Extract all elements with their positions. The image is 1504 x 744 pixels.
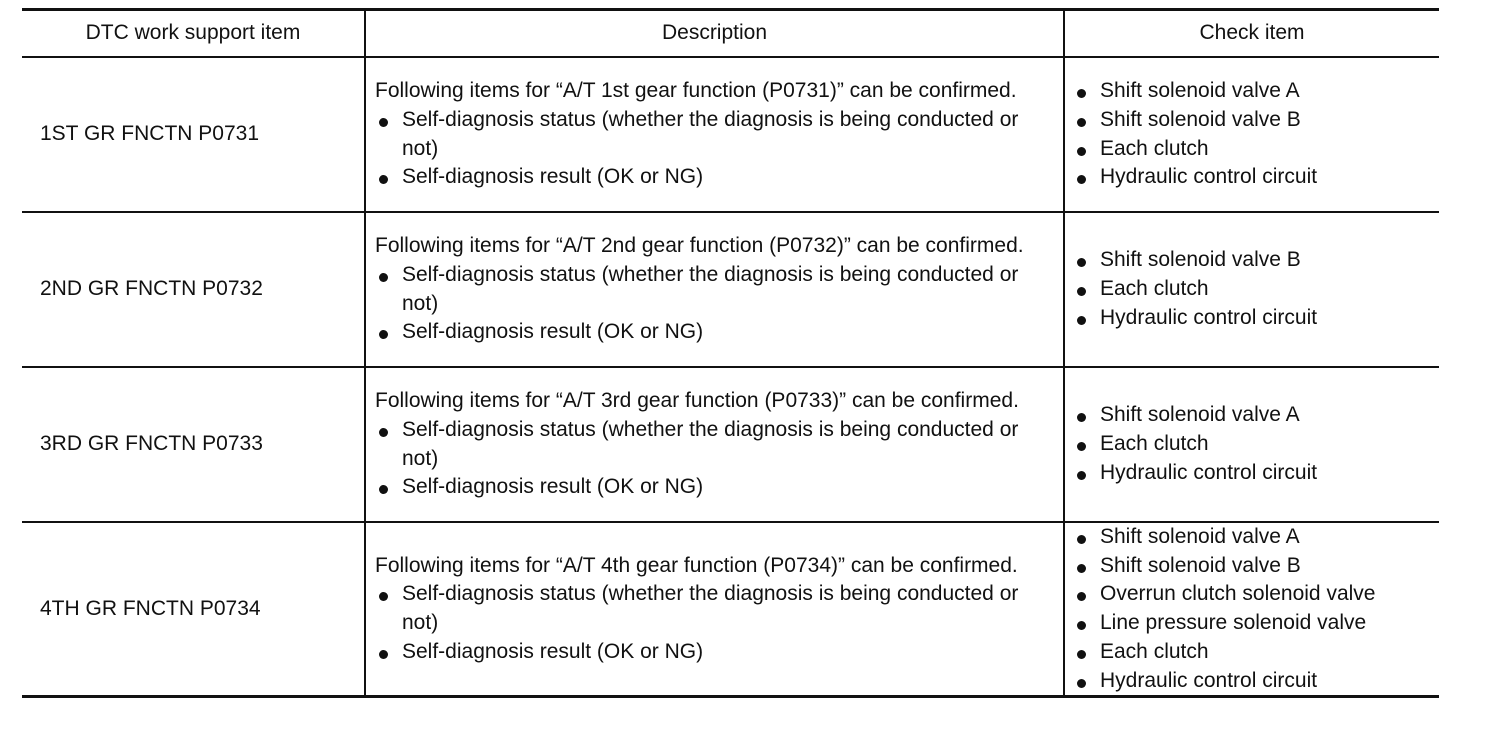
description-bullet: Self-diagnosis status (whether the diagnosis is being conducted or not) xyxy=(375,261,1041,318)
check-item: Shift solenoid valve A xyxy=(1073,77,1431,106)
dtc-item-cell: 2ND GR FNCTN P0732 xyxy=(22,212,365,367)
check-item: Shift solenoid valve A xyxy=(1073,401,1431,430)
check-item-list xyxy=(1073,77,1431,192)
check-item: Each clutch xyxy=(1073,135,1431,164)
dtc-item-cell: 3RD GR FNCTN P0733 xyxy=(22,367,365,522)
header-dtc-work-support-item: DTC work support item xyxy=(22,10,365,58)
check-item: Each clutch xyxy=(1073,275,1431,304)
description-bullet: Self-diagnosis result (OK or NG) xyxy=(375,163,1041,192)
check-item-list xyxy=(1073,401,1431,487)
check-item: Hydraulic control circuit xyxy=(1073,459,1431,488)
table-row xyxy=(22,212,1439,367)
check-item: Line pressure solenoid valve xyxy=(1073,609,1431,638)
check-item: Shift solenoid valve A xyxy=(1073,523,1431,552)
check-item-cell xyxy=(1064,57,1439,212)
description-bullet: Self-diagnosis result (OK or NG) xyxy=(375,473,1041,502)
check-item: Shift solenoid valve B xyxy=(1073,106,1431,135)
table-row xyxy=(22,367,1439,522)
description-bullet: Self-diagnosis result (OK or NG) xyxy=(375,638,1041,667)
header-description: Description xyxy=(365,10,1064,58)
table-row xyxy=(22,57,1439,212)
header-row xyxy=(22,10,1439,58)
header-check-item: Check item xyxy=(1064,10,1439,58)
dtc-work-support-table xyxy=(22,8,1439,698)
table-body xyxy=(22,57,1439,697)
check-item: Each clutch xyxy=(1073,638,1431,667)
check-item-cell xyxy=(1064,522,1439,697)
description-intro: Following items for “A/T 3rd gear function (P0733)” can be confirmed. xyxy=(375,389,1019,413)
description-cell xyxy=(365,212,1064,367)
dtc-item-cell: 4TH GR FNCTN P0734 xyxy=(22,522,365,697)
check-item: Shift solenoid valve B xyxy=(1073,246,1431,275)
check-item-cell xyxy=(1064,212,1439,367)
dtc-item-cell: 1ST GR FNCTN P0731 xyxy=(22,57,365,212)
description-intro: Following items for “A/T 2nd gear function (P0732)” can be confirmed. xyxy=(375,234,1024,258)
table-row xyxy=(22,522,1439,697)
description-bullet: Self-diagnosis result (OK or NG) xyxy=(375,318,1041,347)
check-item: Shift solenoid valve B xyxy=(1073,552,1431,581)
description-intro: Following items for “A/T 1st gear function (P0731)” can be confirmed. xyxy=(375,79,1017,103)
description-bullet: Self-diagnosis status (whether the diagnosis is being conducted or not) xyxy=(375,106,1041,163)
check-item: Hydraulic control circuit xyxy=(1073,163,1431,192)
check-item: Hydraulic control circuit xyxy=(1073,667,1431,696)
check-item-list xyxy=(1073,523,1431,695)
description-bullet: Self-diagnosis status (whether the diagnosis is being conducted or not) xyxy=(375,416,1041,473)
description-bullet: Self-diagnosis status (whether the diagnosis is being conducted or not) xyxy=(375,580,1041,637)
description-intro: Following items for “A/T 4th gear function (P0734)” can be confirmed. xyxy=(375,553,1018,577)
check-item-cell xyxy=(1064,367,1439,522)
check-item: Each clutch xyxy=(1073,430,1431,459)
check-item: Overrun clutch solenoid valve xyxy=(1073,580,1431,609)
check-item-list xyxy=(1073,246,1431,332)
description-cell xyxy=(365,367,1064,522)
description-cell xyxy=(365,57,1064,212)
check-item: Hydraulic control circuit xyxy=(1073,304,1431,333)
description-cell xyxy=(365,522,1064,697)
